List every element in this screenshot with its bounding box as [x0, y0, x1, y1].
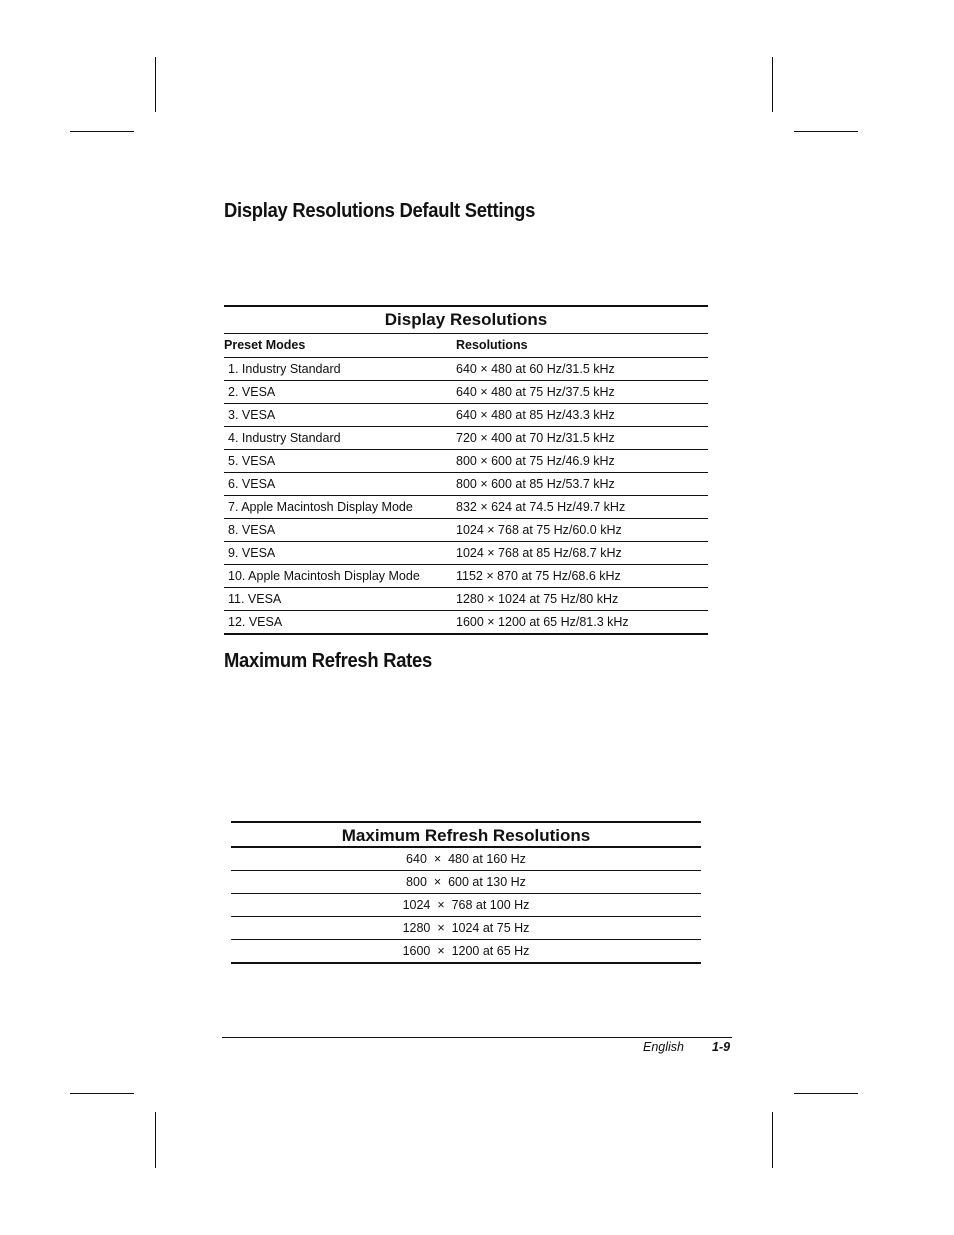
preset-mode-cell: 8. VESA [228, 523, 276, 537]
table-row: 1024 × 768 at 100 Hz [231, 894, 701, 917]
crop-mark [155, 1112, 156, 1168]
table-row [224, 611, 708, 635]
preset-mode-cell: 12. VESA [228, 615, 283, 629]
preset-mode-cell: 11. VESA [228, 592, 282, 606]
crop-mark [794, 131, 858, 132]
table-row [224, 427, 708, 450]
resolution-cell: 832 × 624 at 74.5 Hz/49.7 kHz [456, 500, 626, 514]
preset-mode-cell: 7. Apple Macintosh Display Mode [228, 500, 413, 514]
column-header-resolutions: Resolutions [456, 338, 528, 352]
preset-mode-cell: 10. Apple Macintosh Display Mode [228, 569, 420, 583]
preset-mode-cell: 3. VESA [228, 408, 276, 422]
resolution-cell: 640 × 480 at 60 Hz/31.5 kHz [456, 362, 615, 376]
footer-rule [222, 1037, 732, 1038]
table-row [224, 404, 708, 427]
crop-mark [70, 1093, 134, 1094]
footer-language: English [643, 1040, 684, 1054]
preset-mode-cell: 6. VESA [228, 477, 276, 491]
table-row [224, 358, 708, 381]
preset-mode-cell: 5. VESA [228, 454, 276, 468]
table-row: 640 × 480 at 160 Hz [231, 848, 701, 871]
section-heading-maximum-refresh-rates: Maximum Refresh Rates [224, 650, 432, 672]
resolution-cell: 640 × 480 at 85 Hz/43.3 kHz [456, 408, 615, 422]
table-row: 1280 × 1024 at 75 Hz [231, 917, 701, 940]
table-row [224, 588, 708, 611]
resolution-cell: 1024 × 768 at 85 Hz/68.7 kHz [456, 546, 622, 560]
table-row [224, 542, 708, 565]
crop-mark [772, 1112, 773, 1168]
preset-mode-cell: 9. VESA [228, 546, 276, 560]
resolution-cell: 800 × 600 at 85 Hz/53.7 kHz [456, 477, 615, 491]
section-heading-display-resolutions: Display Resolutions Default Settings [224, 200, 536, 222]
crop-mark [772, 57, 773, 112]
table-row [224, 496, 708, 519]
resolution-cell: 1024 × 768 at 75 Hz/60.0 kHz [456, 523, 622, 537]
table-row [224, 450, 708, 473]
crop-mark [70, 131, 134, 132]
resolution-cell: 1600 × 1200 at 65 Hz/81.3 kHz [456, 615, 629, 629]
table-row: 1600 × 1200 at 65 Hz [231, 940, 701, 964]
resolution-cell: 800 × 600 at 75 Hz/46.9 kHz [456, 454, 615, 468]
preset-mode-cell: 4. Industry Standard [228, 431, 341, 445]
crop-mark [794, 1093, 858, 1094]
table-header-row [224, 334, 708, 358]
table-row: 800 × 600 at 130 Hz [231, 871, 701, 894]
resolution-cell: 1152 × 870 at 75 Hz/68.6 kHz [456, 569, 621, 583]
table-row [224, 565, 708, 588]
resolution-cell: 640 × 480 at 75 Hz/37.5 kHz [456, 385, 615, 399]
preset-mode-cell: 2. VESA [228, 385, 276, 399]
preset-mode-cell: 1. Industry Standard [228, 362, 341, 376]
table-row [224, 381, 708, 404]
column-header-preset-modes: Preset Modes [224, 338, 306, 352]
page-number: 1-9 [712, 1040, 731, 1054]
resolution-cell: 1280 × 1024 at 75 Hz/80 kHz [456, 592, 619, 606]
table-caption: Maximum Refresh Resolutions [231, 821, 701, 848]
maximum-refresh-table [231, 821, 701, 964]
resolution-cell: 720 × 400 at 70 Hz/31.5 kHz [456, 431, 615, 445]
table-row [224, 473, 708, 496]
table-row [224, 519, 708, 542]
display-resolutions-table [224, 305, 708, 635]
crop-mark [155, 57, 156, 112]
table-caption: Display Resolutions [224, 305, 708, 334]
